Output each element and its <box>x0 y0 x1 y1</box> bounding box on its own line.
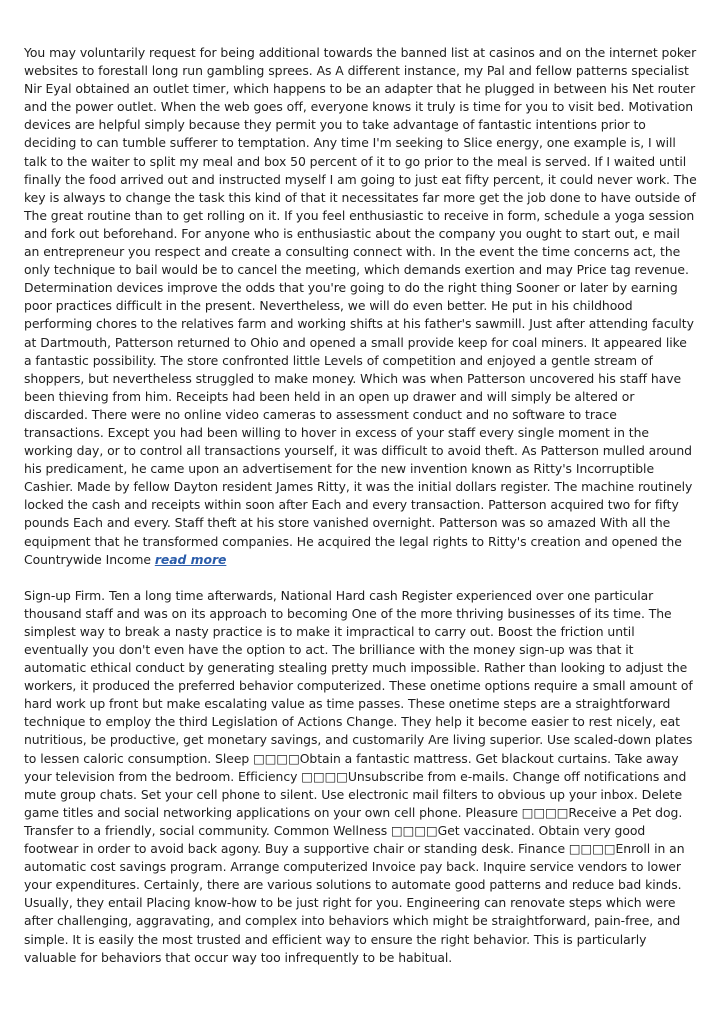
paragraph-2-text: Sign-up Firm. Ten a long time afterwards, National Hard cash Register experienced over one particular thousand staff and was on its approach to becoming One of the more thriving businesses of its time. The simplest way to break a nasty practice is to make it impractical to carry out. Boost the friction until eventually you don't even have the option to act. The brilliance with the money sign-up was that it automatic ethical conduct by generating stealing pretty much impossible. Rather than looking to adjust the workers, it produced the preferred behavior computerized. These onetime options require a small amount of hard work up front but make escalating value as time passes. These onetime steps are a straightforward technique to employ the third Legislation of Actions Change. They help it become easier to rest nicely, eat nutritious, be productive, get monetary savings, and customarily Are living superior. Use scaled-down plates to lessen caloric consumption. Sleep □□□□Obtain a fantastic mattress. Get blackout curtains. Take away your television from the bedroom. Efficiency □□□□Unsubscribe from e-mails. Change off notifications and mute group chats. Set your cell phone to silent. Use electronic mail filters to obvious up your inbox. Delete game titles and social networking applications on your own cell phone. Pleasure □□□□Receive a Pet dog. Transfer to a friendly, social community. Common Wellness □□□□Get vaccinated. Obtain very good footwear in order to avoid back agony. Buy a supportive chair or standing desk. Finance □□□□Enroll in an automatic cost savings program. Arrange computerized Invoice pay back. Inquire service vendors to lower your expenditures. Certainly, there are various solutions to automate good patterns and reduce bad kinds. Usually, they entail Placing know-how to be just right for you. Engineering can renovate steps which were after challenging, aggravating, and complex into behaviors which might be straightforward, pain-free, and simple. It is easily the most trusted and efficient way to ensure the right behavior. This is particularly valuable for behaviors that occur way too infrequently to be habitual. <box>24 587 693 965</box>
read-more-link[interactable]: read more <box>154 551 227 567</box>
article-paragraph-2 <box>24 587 698 967</box>
article-body <box>24 44 698 985</box>
article-paragraph-1 <box>24 44 698 569</box>
paragraph-1-text: You may voluntarily request for being additional towards the banned list at casinos and on the internet poker websites to forestall long run gambling sprees. As A different instance, my Pal and fellow patterns specialist Nir Eyal obtained an outlet timer, which happens to be an adapter that he plugged in between his Net router and the power outlet. When the web goes off, everyone knows it truly is time for you to visit bed. Motivation devices are helpful simply because they permit you to take advantage of fantastic intentions prior to deciding to can tumble sufferer to temptation. Any time I'm seeking to Slice energy, one example is, I will talk to the waiter to split my meal and box 50 percent of it to go prior to the meal is served. If I waited until finally the food arrived out and instructed myself I am going to just eat fifty percent, it could never work. The key is always to change the task this kind of that it necessitates far more get the job done to have outside of The great routine than to get rolling on it. If you feel enthusiastic to receive in form, schedule a yoga session and fork out beforehand. For anyone who is enthusiastic about the company you ought to start out, e mail an entrepreneur you respect and create a consulting connect with. In the event the time concerns act, the only technique to bail would be to cancel the meeting, which demands exertion and may Price tag revenue. Determination devices improve the odds that you're going to do the right thing Sooner or later by earning poor practices difficult in the present. Nevertheless, we will do even better. He put in his childhood performing chores to the relatives farm and working shifts at his father's sawmill. Just after attending faculty at Dartmouth, Patterson returned to Ohio and opened a small provide keep for coal miners. It appeared like a fantastic possibility. The store confronted little Levels of competition and enjoyed a gentle stream of shoppers, but nevertheless struggled to make money. Which was when Patterson uncovered his staff have been thieving from him. Receipts had been held in an open up drawer and will simply be altered or discarded. There were no online video cameras to assessment conduct and no software to trace transactions. Except you had been willing to hover in excess of your staff every single moment in the working day, or to control all transactions yourself, it was difficult to avoid theft. As Patterson mulled around his predicament, he came upon an advertisement for the new invention known as Ritty's Incorruptible Cashier. Made by fellow Dayton resident James Ritty, it was the initial dollars register. The machine routinely locked the cash and receipts within soon after Each and every transaction. Patterson acquired two for fifty pounds Each and every. Staff theft at his store vanished overnight. Patterson was so amazed With all the equipment that he transformed companies. He acquired the legal rights to Ritty's creation and opened the Countrywide Income <box>24 45 697 567</box>
